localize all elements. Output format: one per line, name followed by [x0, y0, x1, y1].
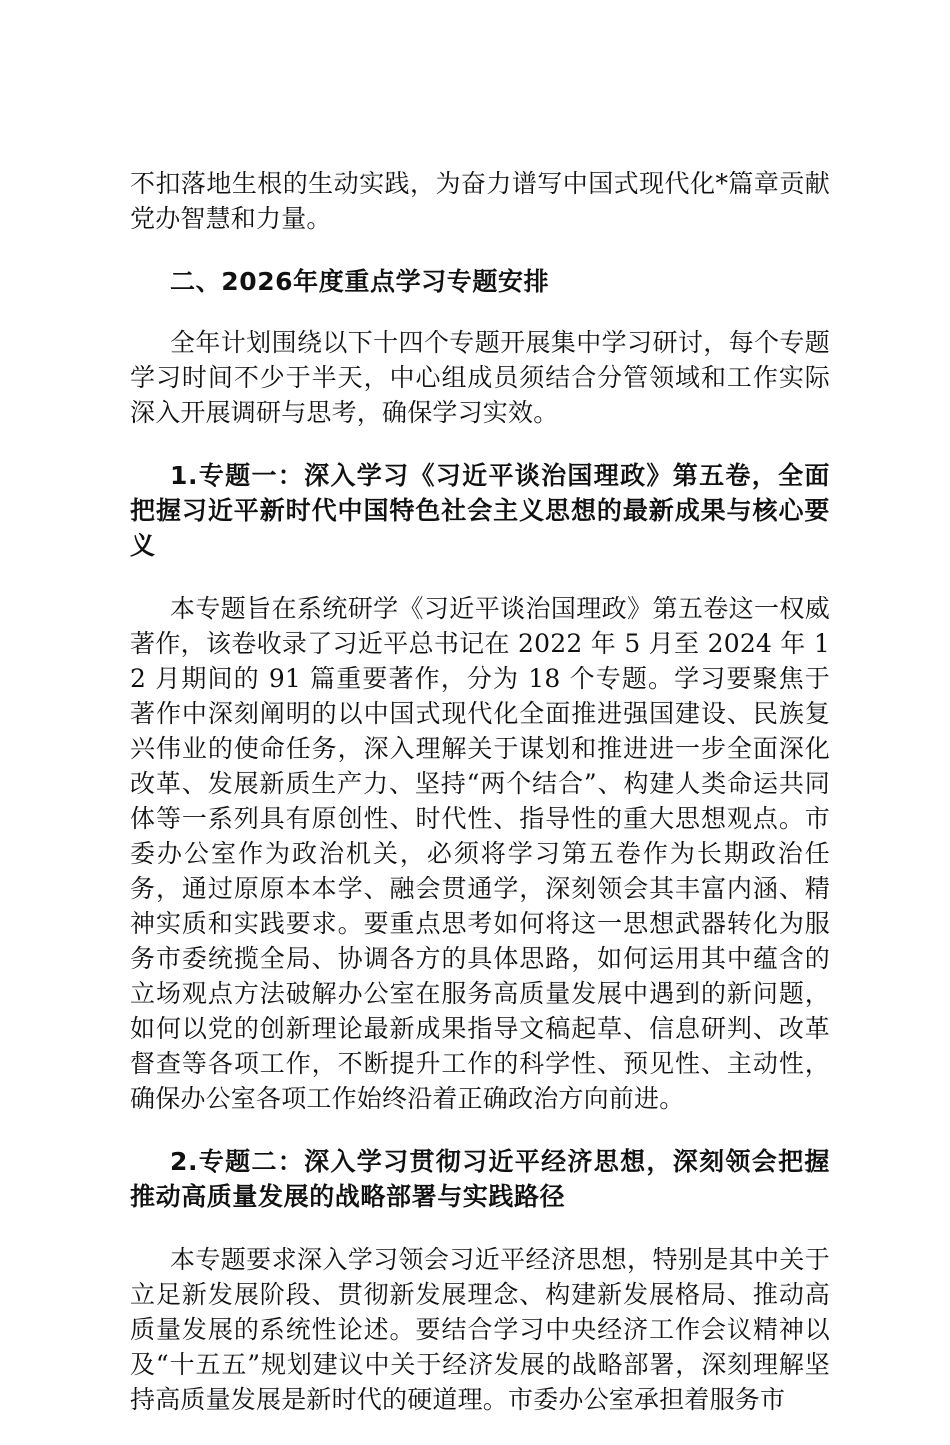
- intro-paragraph: 全年计划围绕以下十四个专题开展集中学习研讨，每个专题学习时间不少于半天，中心组成员须结合分管领域和工作实际深入开展调研与思考，确保学习实效。: [130, 328, 830, 427]
- topic-2-heading: 2.专题二：深入学习贯彻习近平经济思想，深刻领会把握推动高质量发展的战略部署与实践路径: [130, 1147, 830, 1211]
- topic-2-body: 本专题要求深入学习领会习近平经济思想，特别是其中关于立足新发展阶段、贯彻新发展理念、构建新发展格局、推动高质量发展的系统性论述。要结合学习中央经济工作会议精神以及“十五五”规划建议中关于经济发展的战略部署，深刻理解坚持高质量发展是新时代的硬道理。市委办公室承担着服务市: [130, 1245, 830, 1414]
- topic-1-body: 本专题旨在系统研学《习近平谈治国理政》第五卷这一权威著作，该卷收录了习近平总书记在 2022 年 5 月至 2024 年 12 月期间的 91 篇重要著作，分为 18 个专题。学习要聚焦于著作中深刻阐明的以中国式现代化全面推进强国建设、民族复兴伟业的使命任务，深入理解关于谋划和推进进一步全面深化改革、发展新质生产力、坚持“两个结合”、构建人类命运共同体等一系列具有原创性、时代性、指导性的重大思想观点。市委办公室作为政治机关，必须将学习第五卷作为长期政治任务，通过原原本本学、融会贯通学，深刻领会其丰富内涵、精神实质和实践要求。要重点思考如何将这一思想武器转化为服务市委统揽全局、协调各方的具体思路，如何运用其中蕴含的立场观点方法破解办公室在服务高质量发展中遇到的新问题，如何以党的创新理论最新成果指导文稿起草、信息研判、改革督查等各项工作，不断提升工作的科学性、预见性、主动性，确保办公室各项工作始终沿着正确政治方向前进。: [130, 594, 830, 1113]
- topic-1-heading: 1.专题一：深入学习《习近平谈治国理政》第五卷，全面把握习近平新时代中国特色社会主义思想的最新成果与核心要义: [130, 461, 830, 560]
- document-body: [130, 166, 830, 1445]
- continuation-paragraph: 不扣落地生根的生动实践，为奋力谱写中国式现代化*篇章贡献党办智慧和力量。: [130, 169, 830, 233]
- section-heading: 二、2026年度重点学习专题安排: [170, 267, 550, 296]
